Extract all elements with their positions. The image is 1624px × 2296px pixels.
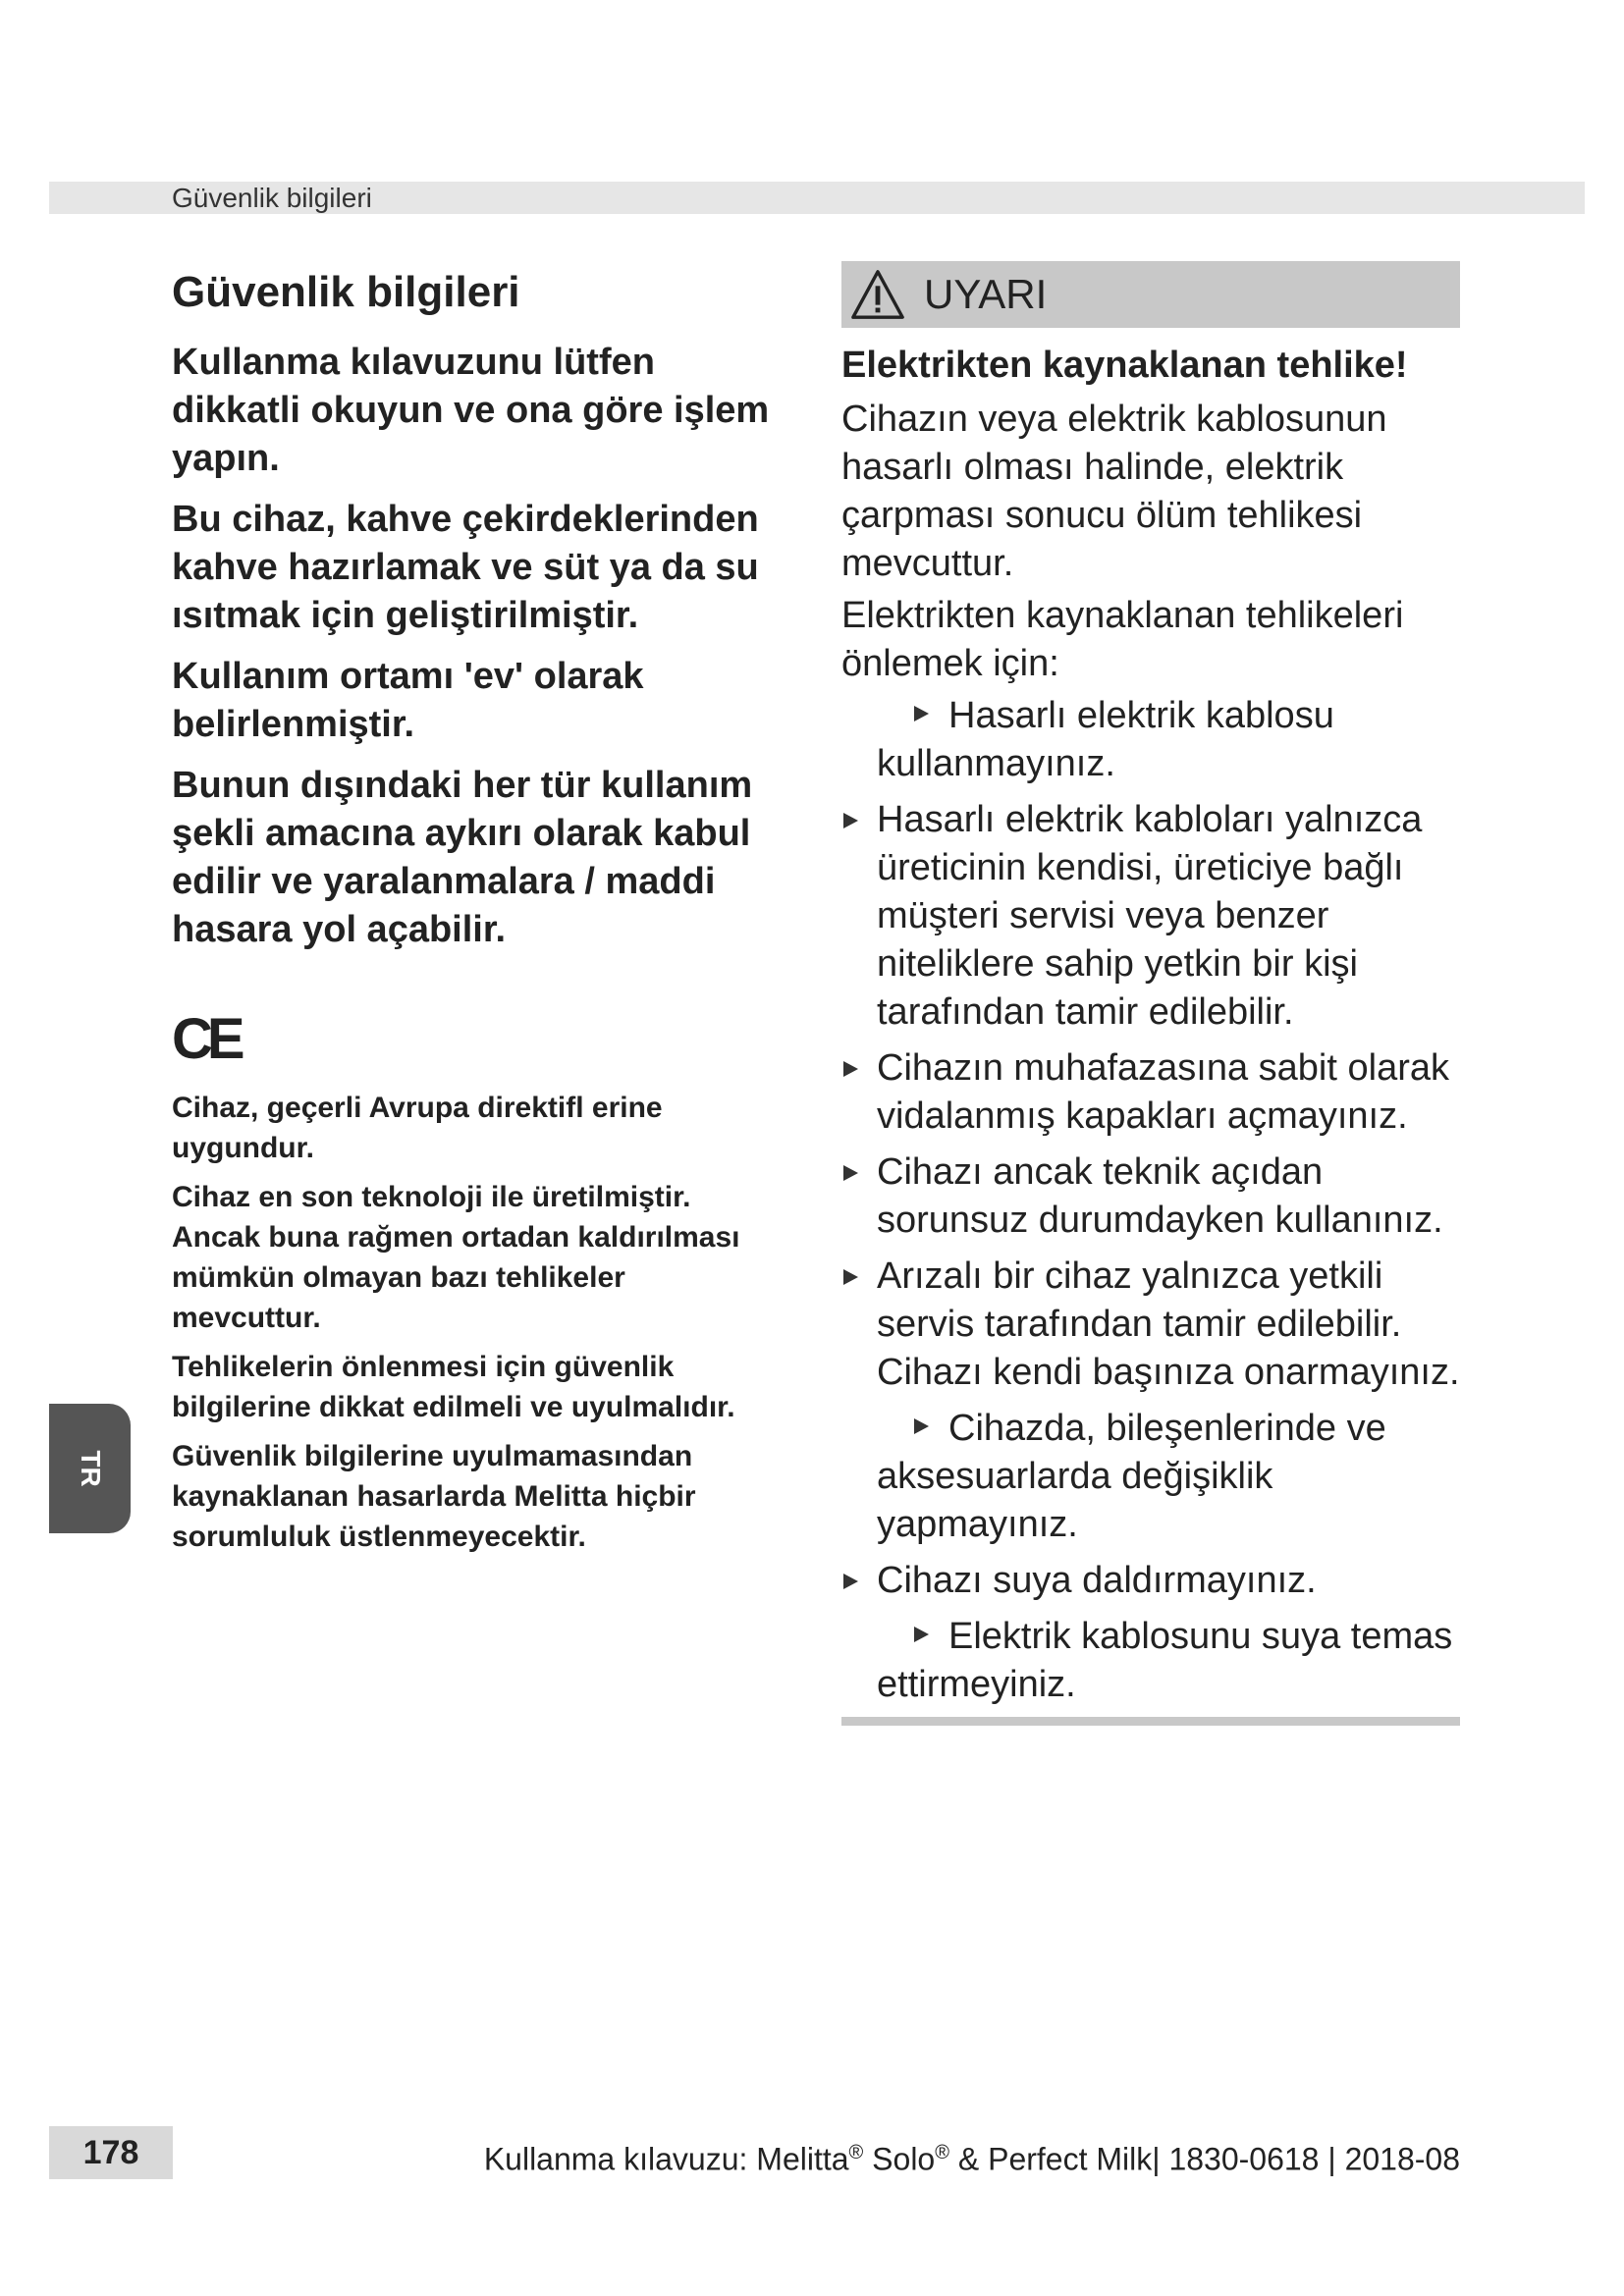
list-item: Hasarlı elektrik kablosu kullanmayınız. bbox=[877, 695, 1334, 785]
info-paragraph: Tehlikelerin önlenmesi için güvenlik bilgilerine dikkat edilmeli ve uyulmalıdır. bbox=[172, 1350, 735, 1423]
warning-list bbox=[841, 692, 1460, 1709]
language-tab bbox=[49, 1404, 131, 1533]
bullet-triangle-icon bbox=[914, 1418, 929, 1434]
warning-triangle-icon bbox=[849, 267, 906, 322]
bullet-triangle-icon bbox=[914, 706, 929, 721]
header-bar bbox=[49, 182, 1585, 214]
warning-title: Elektrikten kaynaklanan tehlike! bbox=[841, 345, 1408, 386]
lead-paragraph: Bunun dışındaki her tür kullanım şekli amacına aykırı olarak kabul edilir ve yaralanmalara / maddi hasara yol açabilir. bbox=[172, 764, 753, 950]
warning-label: UYARI bbox=[924, 271, 1048, 317]
language-tab-label: TR bbox=[75, 1450, 106, 1487]
bullet-triangle-icon bbox=[843, 1165, 858, 1181]
list-item: Elektrik kablosunu suya temas ettirmeyiniz. bbox=[877, 1616, 1453, 1706]
bullet-triangle-icon bbox=[843, 813, 858, 828]
page-number: 178 bbox=[49, 2126, 173, 2179]
info-paragraph: Güvenlik bilgilerine uyulmamasından kaynaklanan hasarlarda Melitta hiçbir sorumluluk üstlenmeyecektir. bbox=[172, 1439, 696, 1553]
bullet-triangle-icon bbox=[843, 1574, 858, 1589]
bullet-triangle-icon bbox=[914, 1627, 929, 1642]
section-title: Güvenlik bilgileri bbox=[172, 268, 520, 316]
ce-mark-icon: CE bbox=[172, 1006, 240, 1071]
list-item: Cihazı ancak teknik açıdan sorunsuz durumdayken kullanınız. bbox=[841, 1148, 1460, 1245]
info-paragraph: Cihaz en son teknoloji ile üretilmiştir. Ancak buna rağmen ortadan kaldırılması mümkün olmayan bazı tehlikeler mevcuttur. bbox=[172, 1180, 740, 1334]
warning-bottom-rule bbox=[841, 1717, 1460, 1726]
running-header: Güvenlik bilgileri bbox=[172, 183, 372, 213]
list-item: Cihazda, bileşenlerinde ve aksesuarlarda değişiklik yapmayınız. bbox=[877, 1408, 1386, 1546]
left-column bbox=[172, 257, 781, 1566]
lead-paragraph: Kullanım ortamı 'ev' olarak belirlenmiştir. bbox=[172, 655, 644, 745]
lead-paragraph: Kullanma kılavuzunu lütfen dikkatli okuyun ve ona göre işlem yapın. bbox=[172, 341, 770, 479]
warning-header bbox=[841, 261, 1460, 328]
footer-text: Kullanma kılavuzu: Melitta® Solo® & Perfect Milk| 1830-0618 | 2018-08 bbox=[483, 2141, 1460, 2177]
list-item: Cihazı suya daldırmayınız. bbox=[841, 1557, 1460, 1605]
list-item: Hasarlı elektrik kabloları yalnızca üreticinin kendisi, üreticiye bağlı müşteri servisi veya benzer niteliklere sahip yetkin bir kişi tarafından tamir edilebilir. bbox=[841, 796, 1460, 1037]
warning-box bbox=[841, 261, 1460, 1726]
lead-paragraph: Bu cihaz, kahve çekirdeklerinden kahve hazırlamak ve süt ya da su ısıtmak için geliştirilmiştir. bbox=[172, 498, 759, 636]
bullet-triangle-icon bbox=[843, 1061, 858, 1077]
list-item: Arızalı bir cihaz yalnızca yetkili servis tarafından tamir edilebilir. Cihazı kendi başınıza onarmayınız. bbox=[841, 1253, 1460, 1397]
warning-paragraph: Cihazın veya elektrik kablosunun hasarlı olması halinde, elektrik çarpması sonucu ölüm tehlikesi mevcuttur. bbox=[841, 399, 1387, 585]
warning-paragraph: Elektrikten kaynaklanan tehlikeleri önlemek için: bbox=[841, 595, 1404, 685]
bullet-triangle-icon bbox=[843, 1269, 858, 1285]
info-paragraph: Cihaz, geçerli Avrupa direktifl erine uygundur. bbox=[172, 1091, 663, 1164]
list-item: Cihazın muhafazasına sabit olarak vidalanmış kapakları açmayınız. bbox=[841, 1044, 1460, 1141]
